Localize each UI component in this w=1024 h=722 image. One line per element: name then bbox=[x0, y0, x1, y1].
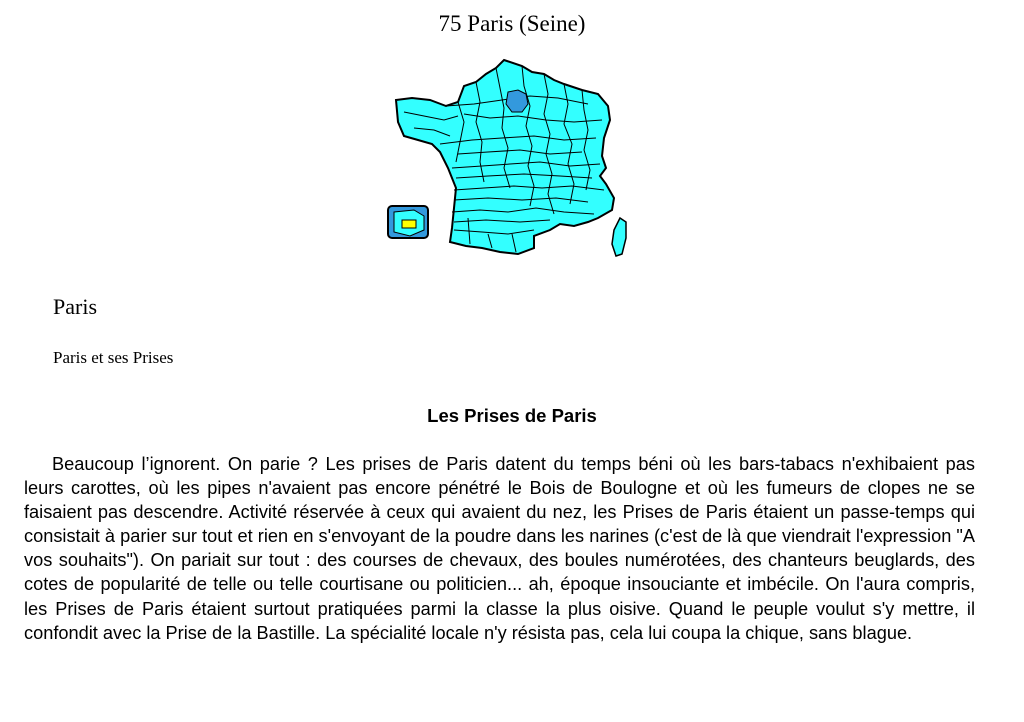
section-subtitle: Paris et ses Prises bbox=[53, 348, 174, 367]
article-body: Beaucoup l’ignorent. On parie ? Les prises de Paris datent du temps béni où les bars-tabacs n'exhibaient pas leurs carottes, où les pipes n'avaient pas encore pénétré le Bois de Boulogne et où les fumeurs de clopes ne se faisaient pas descendre. Activité réservée à ceux qui avaient du nez, les Prises de Paris étaient un passe-temps qui consistait à parier sur tout et rien en s'envoyant de la poudre dans les narines (c'est de là que viendrait l'expression "A vos souhaits"). On pariait sur tout : des courses de chevaux, des boules numérotées, des chanteurs beuglards, des cotes de popularité de telle ou telle courtisane ou politicien... ah, époque insouciante et imbécile. On l'aura compris, les Prises de Paris étaient surtout pratiquées parmi la classe la plus oisive. Quand le peuple voulut s'y mettre, il confondit avec la Prise de la Bastille. La spécialité locale n'y résista pas, cela lui coupa la chique, sans blague. bbox=[24, 454, 975, 643]
france-departments-map-icon bbox=[384, 58, 636, 264]
page-title: 75 Paris (Seine) bbox=[438, 11, 586, 36]
paris-inset-map bbox=[388, 206, 428, 238]
paris-region-highlight bbox=[506, 90, 528, 112]
section-title: Paris bbox=[53, 294, 97, 319]
corsica-shape bbox=[612, 218, 626, 256]
article-title: Les Prises de Paris bbox=[427, 405, 597, 426]
